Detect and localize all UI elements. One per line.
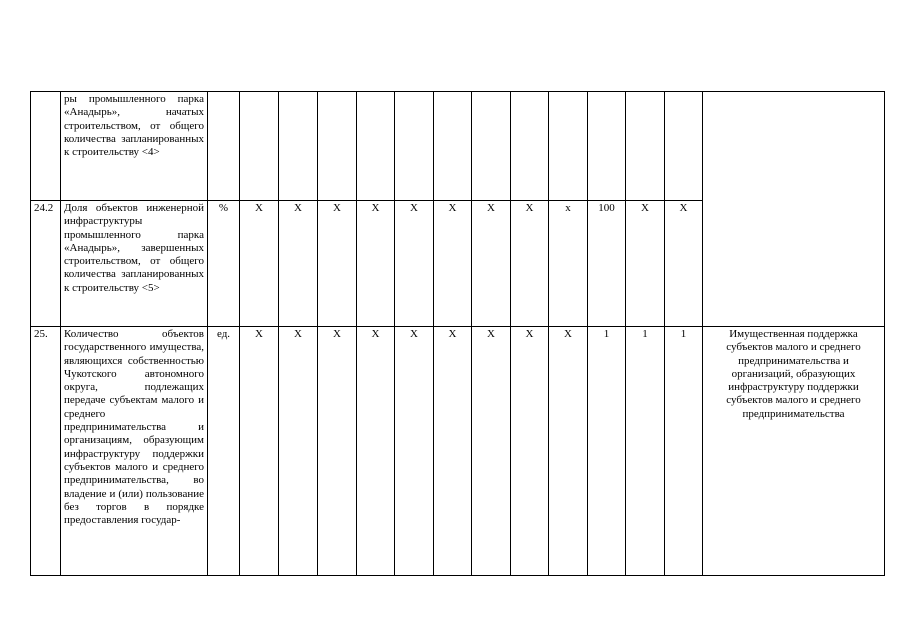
value-cell: X — [318, 201, 357, 327]
value-cell — [240, 92, 279, 201]
indicator-name: ры промышленного парка «Анадырь», начатых строительством, от общего количества запланированных к строительству <4> — [61, 92, 208, 201]
row-number: 24.2 — [31, 201, 61, 327]
value-cell: 100 — [588, 201, 626, 327]
value-cell: X — [395, 327, 434, 576]
value-cell: X — [665, 201, 703, 327]
value-cell: 1 — [626, 327, 665, 576]
program-indicators-table — [30, 91, 885, 576]
value-cell — [665, 92, 703, 201]
value-cell: X — [434, 327, 472, 576]
value-cell: X — [240, 327, 279, 576]
unit-cell — [208, 92, 240, 201]
value-cell: X — [472, 201, 511, 327]
value-cell: X — [279, 327, 318, 576]
value-cell — [511, 92, 549, 201]
indicator-name: Доля объектов инженерной инфраструктуры промышленного парка «Анадырь», завершенных строительством, от общего количества запланированных к строительству <5> — [61, 201, 208, 327]
value-cell: X — [279, 201, 318, 327]
value-cell — [279, 92, 318, 201]
value-cell: X — [549, 327, 588, 576]
value-cell: 1 — [588, 327, 626, 576]
value-cell: X — [395, 201, 434, 327]
value-cell: 1 — [665, 327, 703, 576]
value-cell: X — [357, 327, 395, 576]
value-cell: X — [626, 201, 665, 327]
value-cell — [626, 92, 665, 201]
value-cell: X — [318, 327, 357, 576]
value-cell: X — [472, 327, 511, 576]
row-number — [31, 92, 61, 201]
value-cell — [434, 92, 472, 201]
value-cell: X — [511, 327, 549, 576]
value-cell: x — [549, 201, 588, 327]
support-measure-cell: Имущественная поддержка субъектов малого и среднего предпринимательства и организаций, образующих инфраструктуру поддержки субъектов малого и среднего предпринимательства — [703, 327, 885, 576]
row-number: 25. — [31, 327, 61, 576]
value-cell: X — [434, 201, 472, 327]
value-cell — [472, 92, 511, 201]
unit-cell: % — [208, 201, 240, 327]
value-cell: X — [240, 201, 279, 327]
table-row — [31, 327, 885, 576]
value-cell — [395, 92, 434, 201]
value-cell: X — [357, 201, 395, 327]
indicator-name: Количество объектов государственного имущества, являющихся собственностью Чукотского автономного округа, подлежащих передаче субъектам малого и среднего предпринимательства и организациям, образующим инфраструктуру поддержки субъектов малого и среднего предпринимательства, во владение и (или) пользование без торгов в порядке предоставления государ- — [61, 327, 208, 576]
unit-cell: ед. — [208, 327, 240, 576]
support-measure-cell — [703, 92, 885, 327]
table-row — [31, 92, 885, 201]
value-cell — [357, 92, 395, 201]
value-cell: X — [511, 201, 549, 327]
value-cell — [549, 92, 588, 201]
value-cell — [588, 92, 626, 201]
value-cell — [318, 92, 357, 201]
